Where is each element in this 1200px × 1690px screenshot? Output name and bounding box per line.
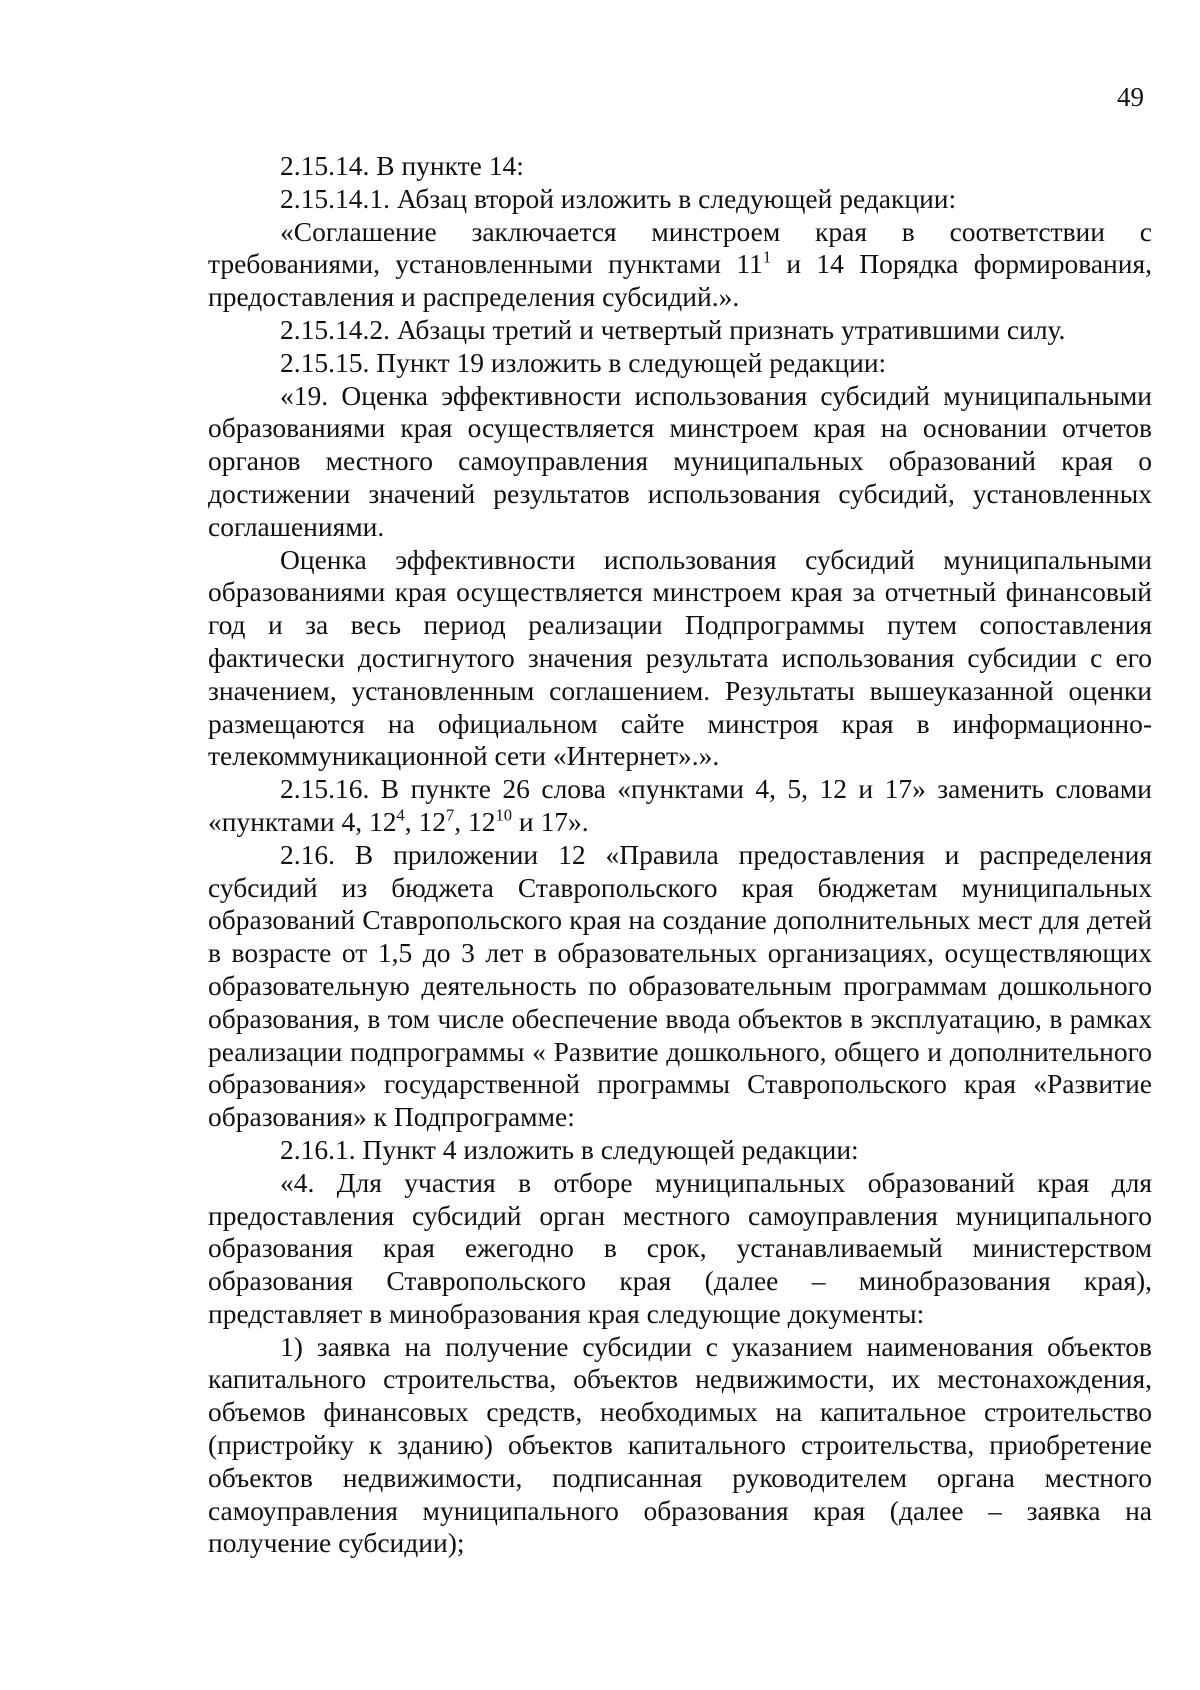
paragraph-evaluation: Оценка эффективности использования субсидий муниципальными образованиями края осуществляется минстроем края за отчетный финансовый год и за весь период реализации Подпрограммы путем сопоставления фактически достигнутого значения результата использования субсидии с его значением, установленным соглашением. Результаты вышеуказанной оценки размещаются на официальном сайте минстроя края в информационно-телекоммуникационной сети «Интернет».». [208, 543, 1152, 772]
superscript: 10 [495, 805, 512, 825]
paragraph-2-16-1: 2.16.1. Пункт 4 изложить в следующей редакции: [280, 1133, 859, 1165]
paragraph-subitem-1: 1) заявка на получение субсидии с указанием наименования объектов капитального строительства, объектов недвижимости, их местонахождения, объемов финансовых средств, необходимых на капитальное строительство (пристройку к зданию) объектов капитального строительства, приобретение объектов недвижимости, подписанная руководителем органа местного самоуправления муниципального образования края (далее – заявка на получение субсидии); [208, 1330, 1152, 1559]
superscript: 4 [396, 805, 405, 825]
paragraph-2-15-15: 2.15.15. Пункт 19 изложить в следующей редакции: [280, 346, 887, 378]
paragraph-2-16: 2.16. В приложении 12 «Правила предоставления и распределения субсидий из бюджета Ставропольского края бюджетам муниципальных образований Ставропольского края на создание дополнительных мест для детей в возрасте от 1,5 до 3 лет в образовательных организациях, осуществляющих образовательную деятельность по образовательным программам дошкольного образования, в том числе обеспечение ввода объектов в эксплуатацию, в рамках реализации подпрограммы « Развитие дошкольного, общего и дополнительного образования» государственной программы Ставропольского края «Развитие образования» к Подпрограмме: [208, 838, 1152, 1133]
paragraph-agreement-quote: «Соглашение заключается минстроем края в соответствии с требованиями, установленными пунктами $11^1$ и 14 Порядка формирования, предоставления и распределения субсидий.». [208, 215, 1152, 313]
page-number: 49 [1117, 82, 1144, 112]
superscript: 7 [446, 805, 455, 825]
document-body [208, 150, 1152, 1560]
superscript: 1 [762, 247, 772, 267]
paragraph-2-15-16: 2.15.16. В пункте 26 слова «пунктами 4, 5, 12 и 17» заменить словами «пунктами 4, $12^4$, $12^7$, $12^{10}$ и 17». [208, 773, 1152, 837]
paragraph-2-15-14-1: 2.15.14.1. Абзац второй изложить в следующей редакции: [280, 182, 957, 214]
paragraph-item-4: «4. Для участия в отборе муниципальных образований края для предоставления субсидий орган местного самоуправления муниципального образования края ежегодно в срок, устанавливаемый министерством образования Ставропольского края (далее – минобразования края), представляет в минобразования края следующие документы: [208, 1166, 1152, 1329]
paragraph-item-19: «19. Оценка эффективности использования субсидий муниципальными образованиями края осуществляется минстроем края на основании отчетов органов местного самоуправления муниципальных образований края о достижении значений результатов использования субсидий, установленных соглашениями. [208, 379, 1152, 542]
paragraph-2-15-14: 2.15.14. В пункте 14: [280, 150, 524, 181]
paragraph-2-15-14-2: 2.15.14.2. Абзацы третий и четвертый признать утратившими силу. [280, 313, 1066, 345]
